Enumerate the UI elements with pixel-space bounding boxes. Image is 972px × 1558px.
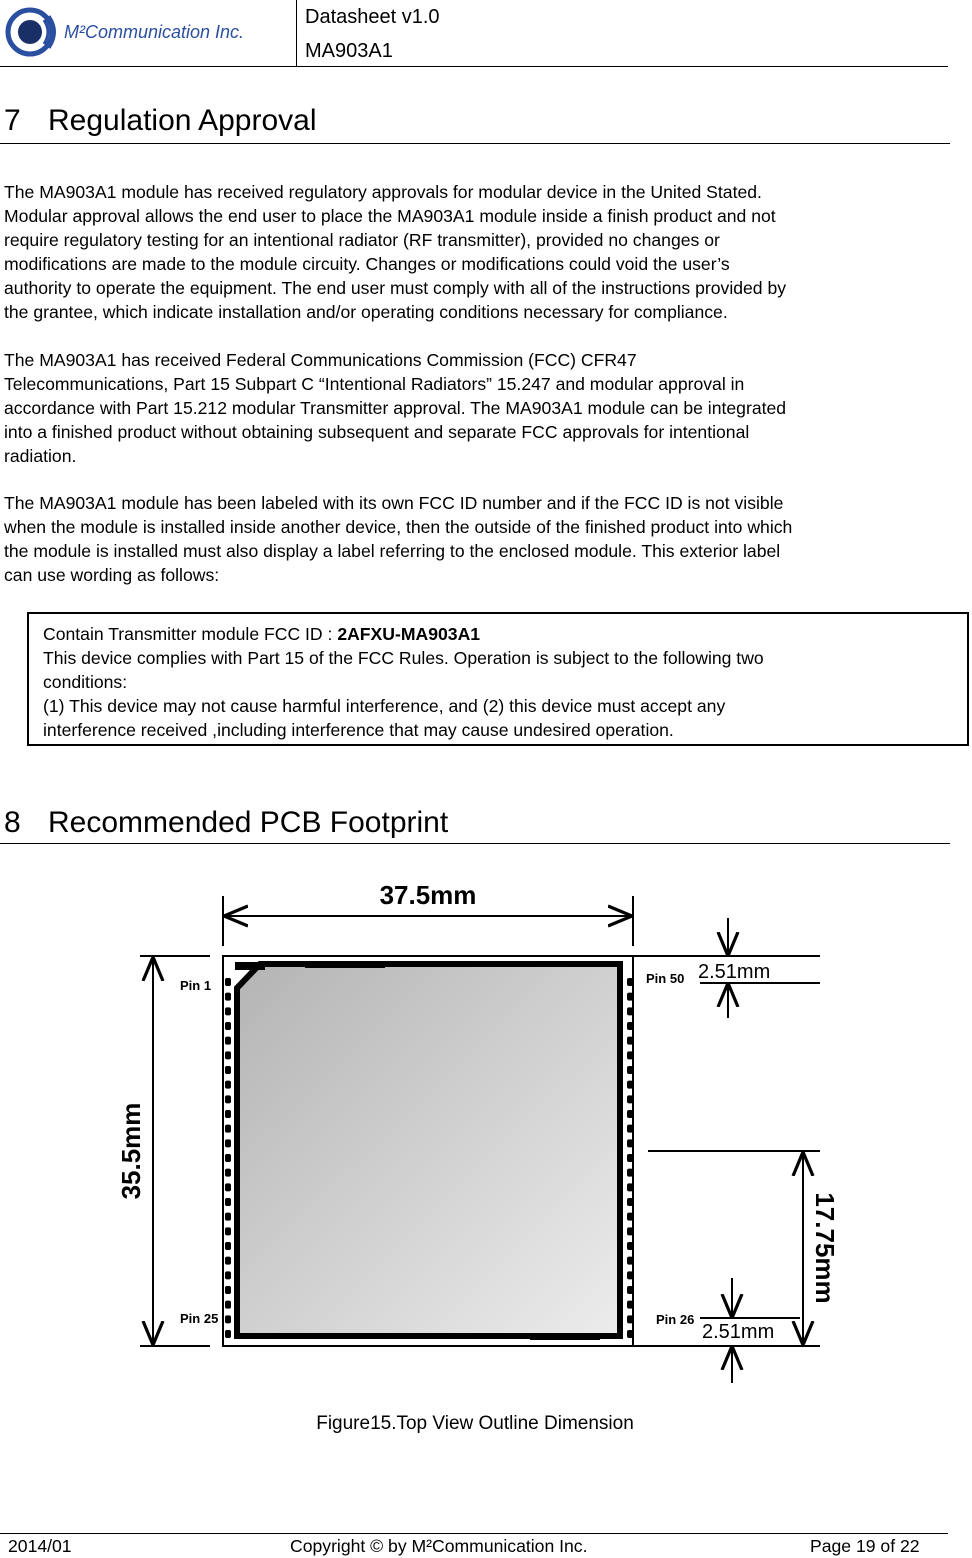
text-line: the module is installed must also display a label referring to the enclosed module. This exterior label [4,541,781,561]
pin-pad [627,1022,633,1030]
pin-pad [225,1139,231,1147]
pin-pad [627,1213,633,1221]
text-line: modifications are made to the module circuity. Changes or modifications could void the user’s [4,254,730,274]
text-line: conditions: [43,672,128,692]
fcc-id: 2AFXU-MA903A1 [337,624,481,644]
pin-pad [627,1301,633,1309]
text-line: require regulatory testing for an intentional radiator (RF transmitter), provided no changes or [4,230,720,250]
pin-pad [225,1198,231,1206]
pin-pad [627,1095,633,1103]
pin-pad [225,1081,231,1089]
text-line: accordance with Part 15.212 modular Transmitter approval. The MA903A1 module can be integrated [4,398,787,418]
pin-pad [627,1007,633,1015]
section-8-heading [4,806,448,840]
header-rule [0,66,948,67]
pin-pad [225,1066,231,1074]
pin-pad [627,1051,633,1059]
paragraph-2 [4,348,948,468]
logo-text: M²Communication Inc. [64,22,245,42]
text-line: when the module is installed inside another device, then the outside of the finished product into which [4,517,793,537]
pin-pad [225,1095,231,1103]
section-title: Regulation Approval [48,104,317,137]
height-label: 35.5mm [116,1102,146,1200]
fcc-label-box [27,612,969,746]
pin-pad [627,1081,633,1089]
pin-pad [627,1198,633,1206]
pin-pad [225,1286,231,1294]
pin-1-label: Pin 1 [180,978,212,993]
footer-date: 2014/01 [8,1536,72,1556]
pin-pad [225,1213,231,1221]
text-line: can use wording as follows: [4,565,220,585]
text-line: The MA903A1 has received Federal Communications Commission (FCC) CFR47 [4,350,637,370]
pin-pad [225,993,231,1001]
section-7-heading [4,104,317,138]
pin-pad [225,1051,231,1059]
pin-pad [627,1242,633,1250]
width-label: 37.5mm [379,880,477,910]
pin-pad [627,1169,633,1177]
pin-pad [225,1271,231,1279]
pin-pad [627,1315,633,1323]
pin-pad [225,1037,231,1045]
pin-50-label: Pin 50 [646,971,685,986]
pin-pad [627,993,633,1001]
company-logo [0,0,296,66]
pin-25-label: Pin 25 [180,1311,219,1326]
footer-page: Page 19 of 22 [810,1536,920,1556]
pin-pad [225,1257,231,1265]
paragraph-1 [4,180,948,324]
fcc-id-prefix: Contain Transmitter module FCC ID : [43,624,338,644]
text-line: Telecommunications, Part 15 Subpart C “Intentional Radiators” 15.247 and modular approval in [4,374,745,394]
text-line: (1) This device may not cause harmful interference, and (2) this device must accept any [43,696,726,716]
pin-pad [225,1022,231,1030]
pin-pad [225,1125,231,1133]
text-line: into a finished product without obtaining subsequent and separate FCC approvals for intentional [4,422,750,442]
text-line: The MA903A1 module has been labeled with its own FCC ID number and if the FCC ID is not visible [4,493,784,513]
module-shield [237,964,620,1336]
pin-pad [627,1286,633,1294]
footer-copyright: Copyright © by M²Communication Inc. [290,1536,588,1556]
pin-pad [225,1227,231,1235]
doc-title: Datasheet v1.0 [305,6,440,28]
pin-26-label: Pin 26 [656,1312,695,1327]
text-line: interference received ,including interference that may cause undesired operation. [43,720,674,740]
pin-pad [225,1007,231,1015]
pin-pad [627,1330,633,1338]
pin-pad [225,1242,231,1250]
pin-pad [627,1110,633,1118]
pin-pad [627,1257,633,1265]
top-offset-label: 2.51mm [698,961,771,983]
footer-rule [0,1533,948,1534]
section-number: 8 [4,806,21,839]
text-line: Modular approval allows the end user to place the MA903A1 module inside a finish product and not [4,206,776,226]
header-divider [296,0,297,67]
pin-pad [225,1330,231,1338]
text-line: This device complies with Part 15 of the FCC Rules. Operation is subject to the following two [43,648,764,668]
text-line: the grantee, which indicate installation and/or operating conditions necessary for compliance. [4,302,728,322]
half-height-label: 17.75mm [810,1192,840,1304]
pin-pad [225,1169,231,1177]
pin-pad [225,1301,231,1309]
pcb-footprint-figure [100,868,860,1393]
text-line: radiation. [4,446,77,466]
section-number: 7 [4,104,21,137]
paragraph-3 [4,491,948,587]
pin-pad [627,1139,633,1147]
pin-pad [627,1183,633,1191]
pin-pad [225,1154,231,1162]
fcc-id-line [43,622,764,646]
figure-caption: Figure15.Top View Outline Dimension [316,1413,634,1434]
section-rule [0,143,950,144]
pin-pad [627,1037,633,1045]
header-logo [0,0,296,66]
pin-pad [627,1125,633,1133]
pin-pad [627,1066,633,1074]
pin-pad [627,978,633,986]
pin-pad [225,1315,231,1323]
pin-pad [627,1154,633,1162]
text-line: authority to operate the equipment. The end user must comply with all of the instructions provided by [4,278,787,298]
pin-pad [627,1227,633,1235]
pin-pad [225,1110,231,1118]
bottom-offset-label: 2.51mm [702,1321,775,1343]
pin-pad [225,1183,231,1191]
part-number: MA903A1 [305,40,393,62]
pin-pad [627,1271,633,1279]
pin-pad [225,978,231,986]
section-title: Recommended PCB Footprint [48,806,449,839]
section-rule [0,843,950,844]
text-line: The MA903A1 module has received regulatory approvals for modular device in the United Stated. [4,182,762,202]
